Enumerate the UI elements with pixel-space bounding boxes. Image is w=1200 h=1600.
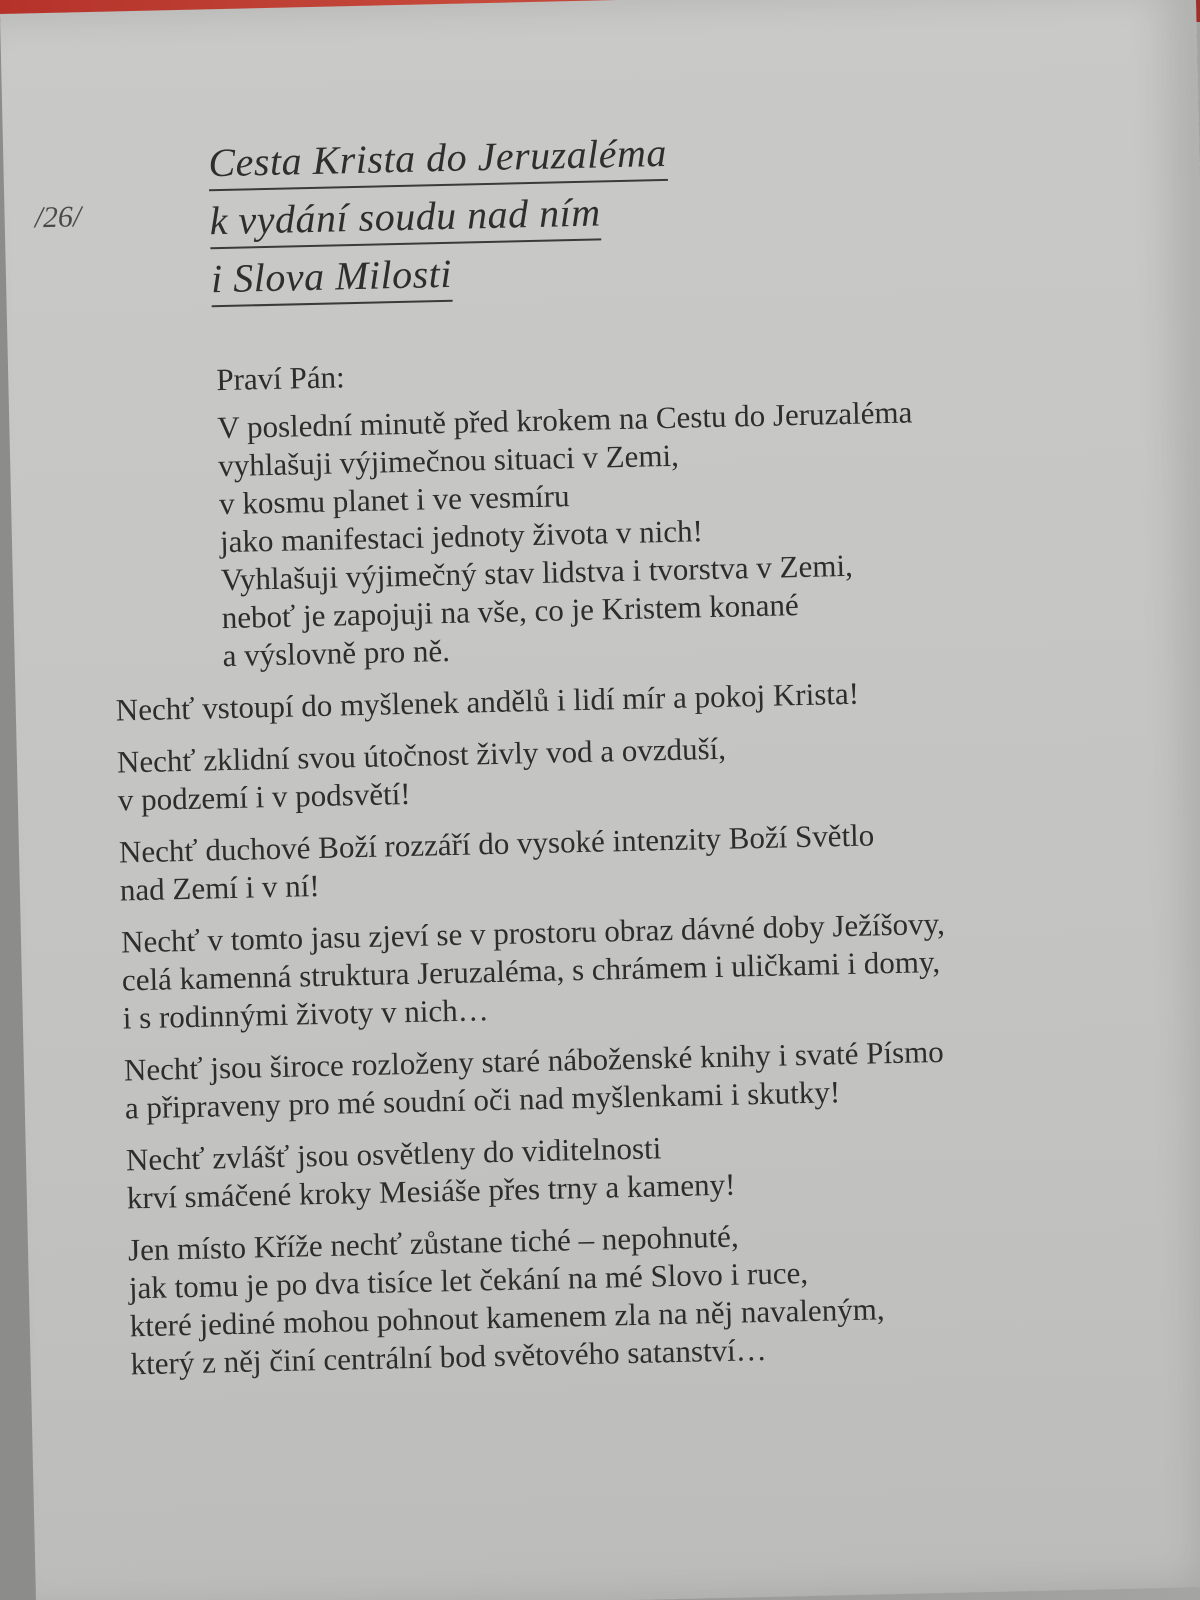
intro-stanza [217, 389, 1115, 675]
page-number: /26/ [34, 200, 82, 235]
speaker-line: Praví Pán: [215, 359, 346, 398]
text-line: V poslední minutě před krokem na Cestu do Jeruzaléma [217, 394, 913, 446]
poem-body [108, 341, 1131, 1397]
stanza [115, 669, 1116, 730]
text-line: celá kamenná struktura Jeruzaléma, s chrámem i uličkami i domy, [121, 943, 941, 998]
stanza [119, 811, 1120, 910]
text-line: Vyhlašuji výjimečný stav lidstva i tvorstva v Zemi, [220, 547, 854, 598]
text-line: jako manifestaci jednoty života v nich! [219, 513, 704, 560]
stanza [121, 901, 1123, 1038]
text-line: v podzemí i v podsvětí! [117, 775, 411, 818]
text-line: Jen místo Kříže nechť zůstane tiché – nepohnuté, [127, 1218, 739, 1268]
stanza [124, 1029, 1125, 1128]
text-line: a výslovně pro ně. [222, 632, 451, 674]
intro-section [216, 341, 1115, 675]
text-line: v kosmu planet i ve vesmíru [218, 478, 570, 522]
chapter-title [208, 129, 670, 313]
title-line: i Slova Milosti [211, 250, 453, 307]
stanza [128, 1209, 1131, 1384]
text-line: Nechť v tomto jasu zjeví se v prostoru obraz dávné doby Ježíšovy, [120, 905, 946, 960]
title-line: k vydání soudu nad ním [209, 188, 601, 249]
text-line: i s rodinnými životy v nich… [122, 992, 490, 1036]
title-line: Cesta Krista do Jeruzaléma [208, 129, 668, 191]
text-line: Nechť vstoupí do myšlenek andělů i lidí mír a pokoj Krista! [115, 675, 860, 728]
text-line: krví smáčené kroky Mesiáše přes trny a kameny! [126, 1166, 736, 1216]
stanza [117, 721, 1118, 820]
text-line: neboť je zapojuji na vše, co je Kristem konané [221, 587, 800, 636]
text-line: Nechť zklidní svou útočnost živly vod a ovzduší, [116, 730, 727, 780]
text-line: a připraveny pro mé soudní oči nad myšlenkami i skutky! [124, 1074, 841, 1126]
text-line: jak tomu je po dva tisíce let čekání na mé Slovo i ruce, [128, 1254, 809, 1306]
text-line: které jediné mohou pohnout kamenem zla na něj navaleným, [129, 1291, 885, 1344]
text-line: vyhlašuji výjimečnou situaci v Zemi, [217, 437, 680, 484]
text-line: který z něj činí centrální bod světového satanství… [130, 1331, 768, 1382]
text-line: Nechť duchové Boží rozzáří do vysoké intenzity Boží Světlo [118, 817, 875, 870]
stanza [126, 1119, 1127, 1218]
text-line: Nechť jsou široce rozloženy staré náboženské knihy i svaté Písmo [123, 1033, 945, 1088]
text-line: Nechť zvlášť jsou osvětleny do viditelnosti [125, 1130, 662, 1178]
text-line: nad Zemí i v ní! [119, 867, 320, 908]
